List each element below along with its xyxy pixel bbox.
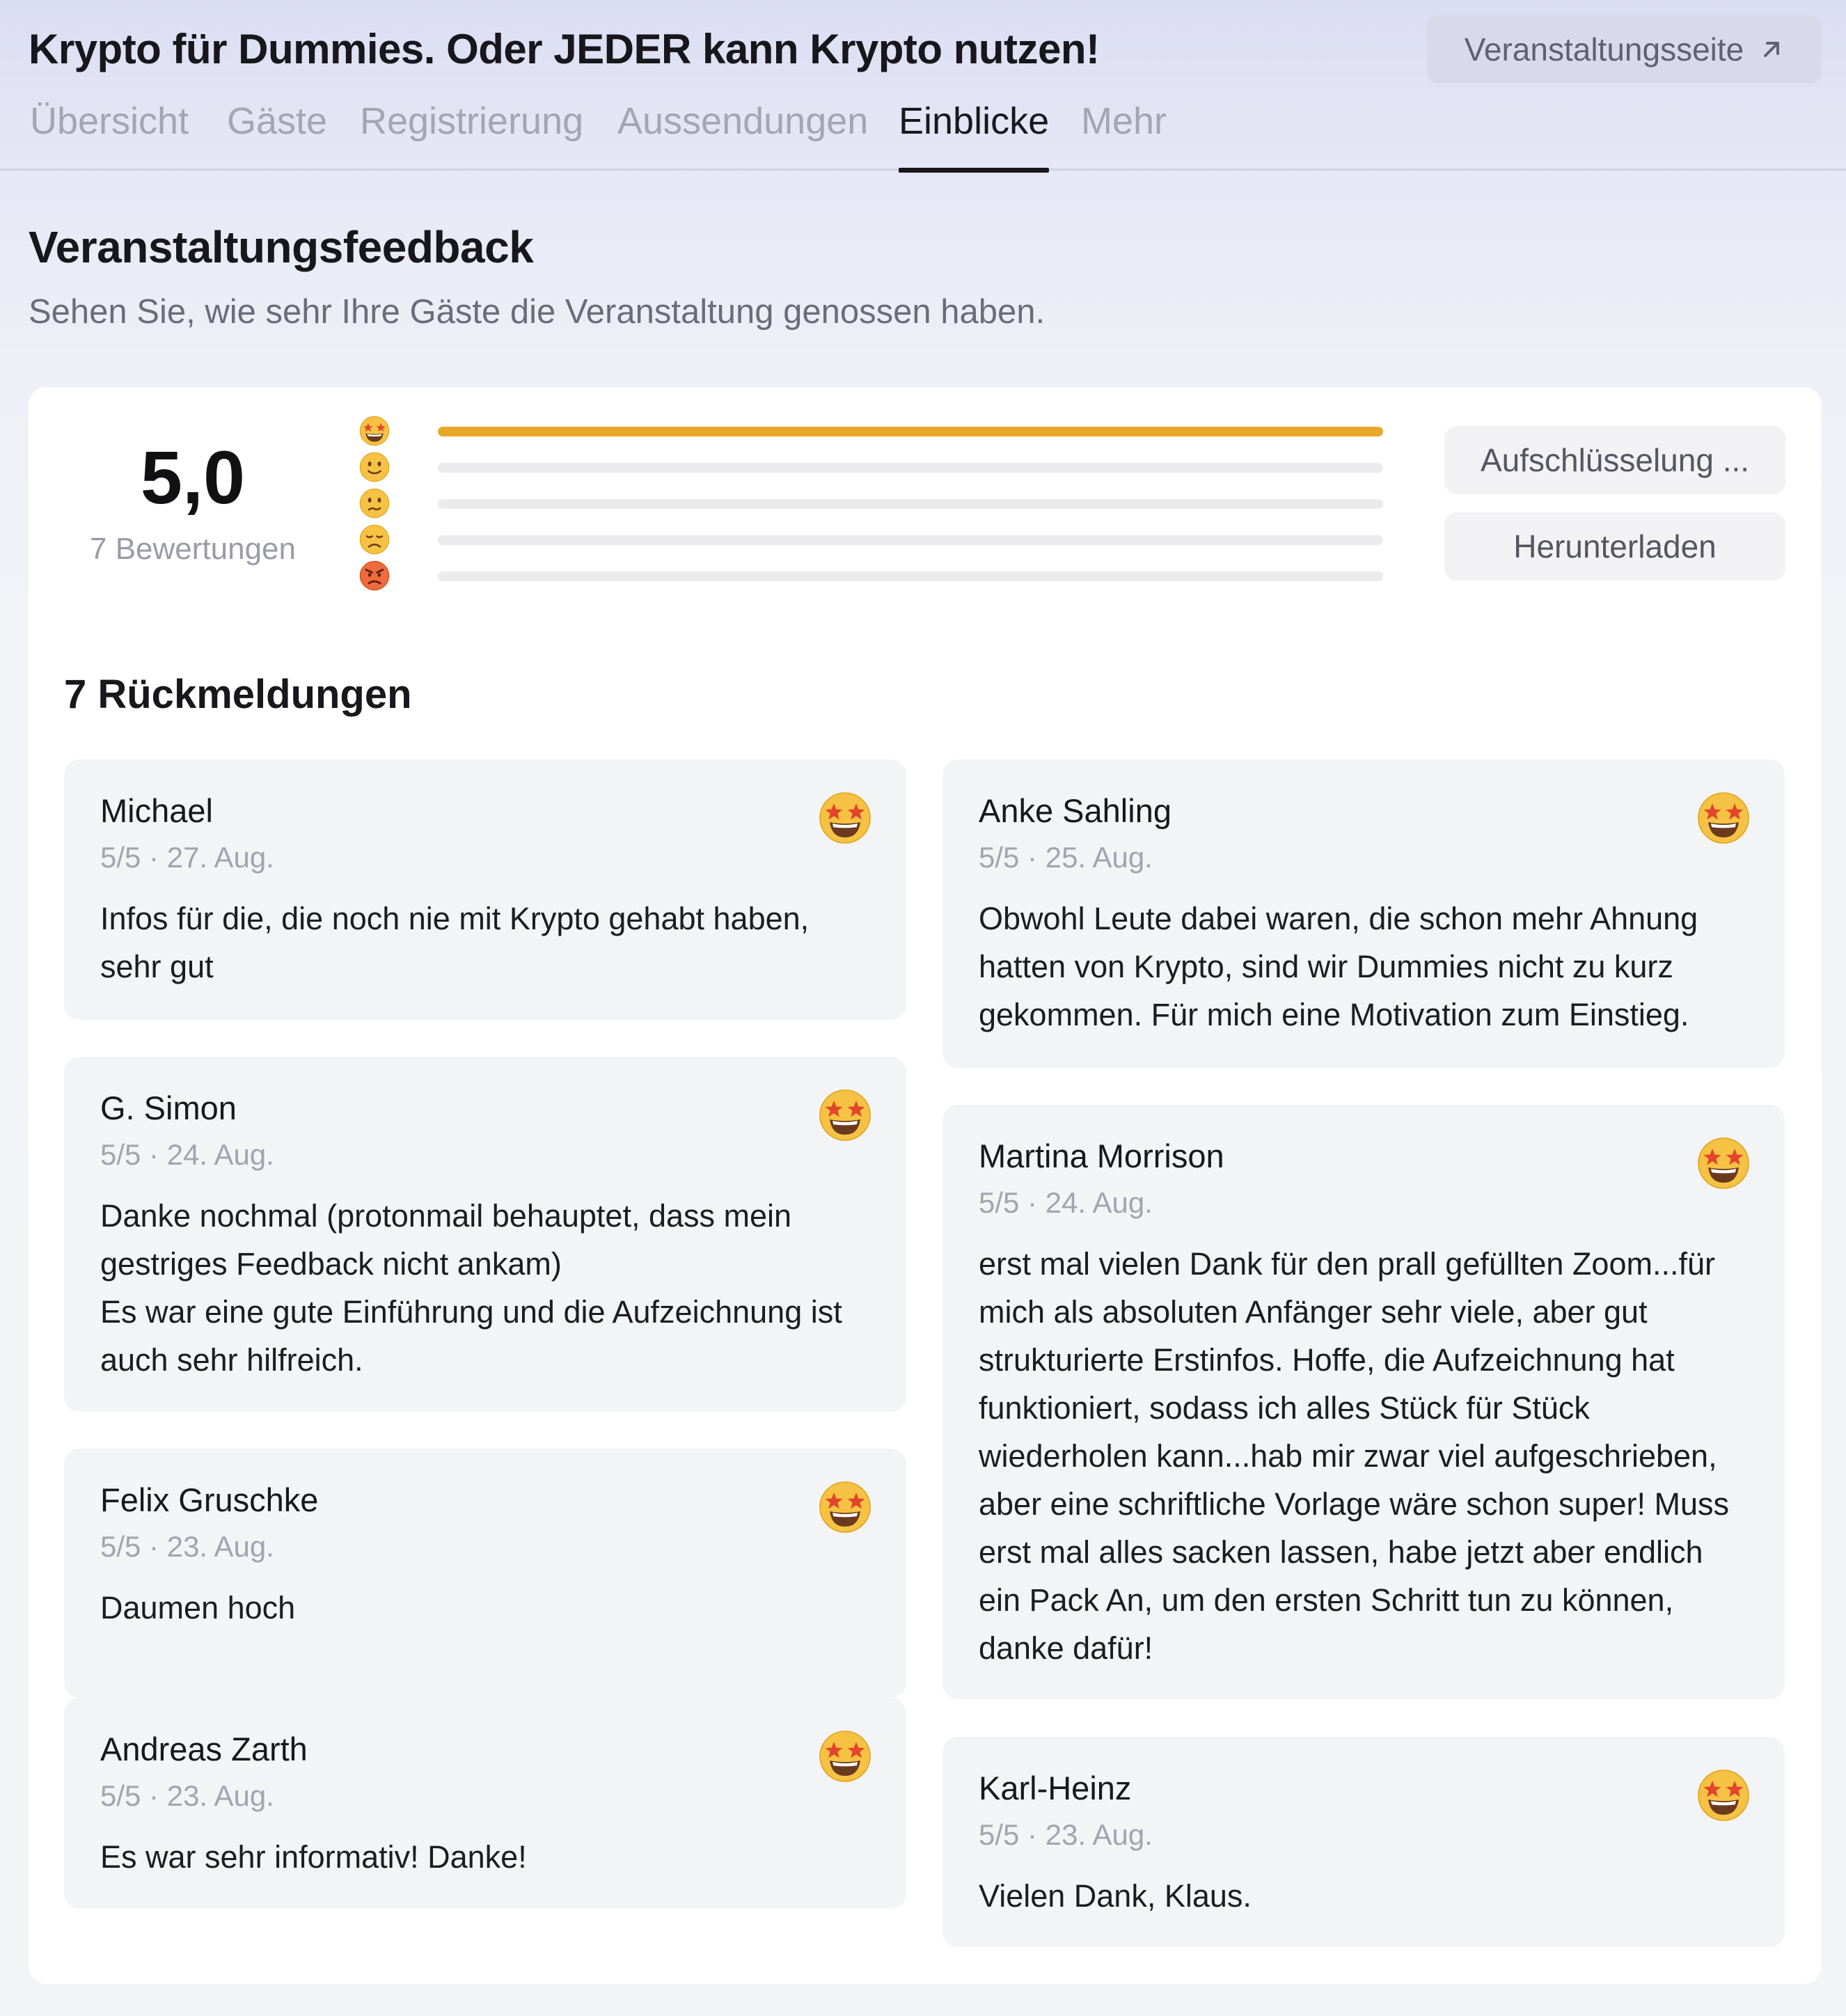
rating-summary — [29, 436, 357, 567]
star-struck-emoji-icon — [1696, 790, 1751, 846]
slightly-smiling-emoji-icon — [358, 451, 390, 483]
feedback-author: G. Simon — [100, 1089, 237, 1126]
feedback-item — [64, 1449, 906, 1698]
rating-count: 7 Bewertungen — [90, 532, 296, 566]
tab-more[interactable]: Mehr — [1081, 100, 1167, 142]
star-struck-emoji-icon — [817, 790, 873, 846]
feedback-item — [64, 1698, 906, 1909]
feedback-item — [942, 759, 1785, 1068]
star-struck-emoji-icon — [1696, 1767, 1751, 1823]
event-page-button[interactable] — [1427, 15, 1822, 84]
distribution-bar-1 — [438, 572, 1383, 581]
feedback-text: Danke nochmal (protonmail behauptet, dass mein gestriges Feedback nicht ankam) Es war eine gute Einführung und die Aufzeichnung ist auch sehr hilfreich. — [100, 1198, 842, 1378]
distribution-row-4 — [358, 451, 1368, 483]
tab-overview[interactable]: Übersicht — [30, 100, 189, 142]
feedback-meta: 5/5 · 23. Aug. — [100, 1779, 274, 1812]
feedback-text: Vielen Dank, Klaus. — [979, 1878, 1252, 1914]
distribution-bar-4 — [438, 463, 1383, 473]
section-title: Veranstaltungsfeedback — [29, 222, 534, 272]
feedback-text: Infos für die, die noch nie mit Krypto gehabt haben, sehr gut — [100, 901, 810, 984]
distribution-row-3 — [358, 487, 1368, 519]
star-struck-emoji-icon — [817, 1087, 873, 1143]
feedback-meta: 5/5 · 23. Aug. — [979, 1818, 1153, 1851]
average-score: 5,0 — [140, 435, 246, 519]
distribution-bar-5 — [438, 427, 1383, 436]
feedback-author: Karl-Heinz — [979, 1770, 1132, 1806]
feedback-author: Anke Sahling — [979, 792, 1172, 829]
event-header — [0, 0, 1846, 171]
rating-distribution — [358, 415, 1368, 624]
feedback-author: Andreas Zarth — [100, 1731, 308, 1767]
tab-guests[interactable]: Gäste — [227, 100, 328, 142]
feedback-author: Martina Morrison — [979, 1137, 1224, 1174]
disappointed-emoji-icon — [358, 523, 390, 556]
tab-insights[interactable]: Einblicke — [899, 97, 1049, 171]
arrow-up-right-icon — [1759, 37, 1784, 62]
feedback-text: Daumen hoch — [100, 1590, 296, 1625]
distribution-bar-3 — [438, 499, 1383, 509]
feedback-item — [942, 1105, 1785, 1699]
feedback-card — [29, 387, 1822, 1984]
feedback-meta: 5/5 · 24. Aug. — [100, 1138, 274, 1171]
distribution-row-2 — [358, 523, 1368, 556]
star-struck-emoji-icon — [1696, 1135, 1751, 1191]
tab-mailings[interactable]: Aussendungen — [617, 100, 869, 142]
feedback-author: Felix Gruschke — [100, 1481, 319, 1518]
distribution-row-5 — [358, 415, 1368, 447]
star-struck-emoji-icon — [817, 1479, 873, 1535]
feedback-item — [64, 1057, 906, 1412]
distribution-bar-2 — [438, 535, 1383, 545]
feedback-meta: 5/5 · 25. Aug. — [979, 841, 1153, 874]
feedback-text: Es war sehr informativ! Danke! — [100, 1839, 527, 1875]
breakdown-button[interactable]: Aufschlüsselung ... — [1444, 426, 1785, 494]
feedback-item — [64, 759, 906, 1020]
feedback-item — [942, 1737, 1785, 1947]
feedback-author: Michael — [100, 792, 213, 829]
confused-emoji-icon — [358, 487, 390, 519]
feedback-meta: 5/5 · 23. Aug. — [100, 1530, 274, 1563]
event-title: Krypto für Dummies. Oder JEDER kann Krypto nutzen! — [29, 26, 1100, 72]
event-page-button-label: Veranstaltungsseite — [1464, 31, 1744, 68]
star-struck-emoji-icon — [358, 415, 390, 447]
feedback-meta: 5/5 · 24. Aug. — [979, 1186, 1153, 1219]
feedback-text: erst mal vielen Dank für den prall gefüllten Zoom...für mich als absoluten Anfänger sehr viele, aber gut strukturierte Erstinfos. Hoffe, die Aufzeichnung hat funktioniert, sodass ich alles Stück für Stück wiederholen kann...hab mir zwar viel aufgeschrieben, aber eine schriftliche Vorlage wäre schon super! Muss erst mal alles sacken lassen, habe jetzt aber endlich ein Pack An, um den ersten Schritt tun zu können, danke dafür! — [979, 1246, 1730, 1666]
star-struck-emoji-icon — [817, 1728, 873, 1784]
tab-registration[interactable]: Registrierung — [360, 100, 584, 142]
feedback-count-heading: 7 Rückmeldungen — [64, 672, 412, 717]
angry-emoji-icon — [358, 560, 390, 592]
feedback-text: Obwohl Leute dabei waren, die schon mehr Ahnung hatten von Krypto, sind wir Dummies nicht zu kurz gekommen. Für mich eine Motivation zum Einstieg. — [979, 901, 1698, 1032]
distribution-row-1 — [358, 560, 1368, 592]
section-subtitle: Sehen Sie, wie sehr Ihre Gäste die Veranstaltung genossen haben. — [29, 293, 1046, 331]
download-button[interactable]: Herunterladen — [1444, 512, 1785, 581]
feedback-meta: 5/5 · 27. Aug. — [100, 841, 274, 874]
